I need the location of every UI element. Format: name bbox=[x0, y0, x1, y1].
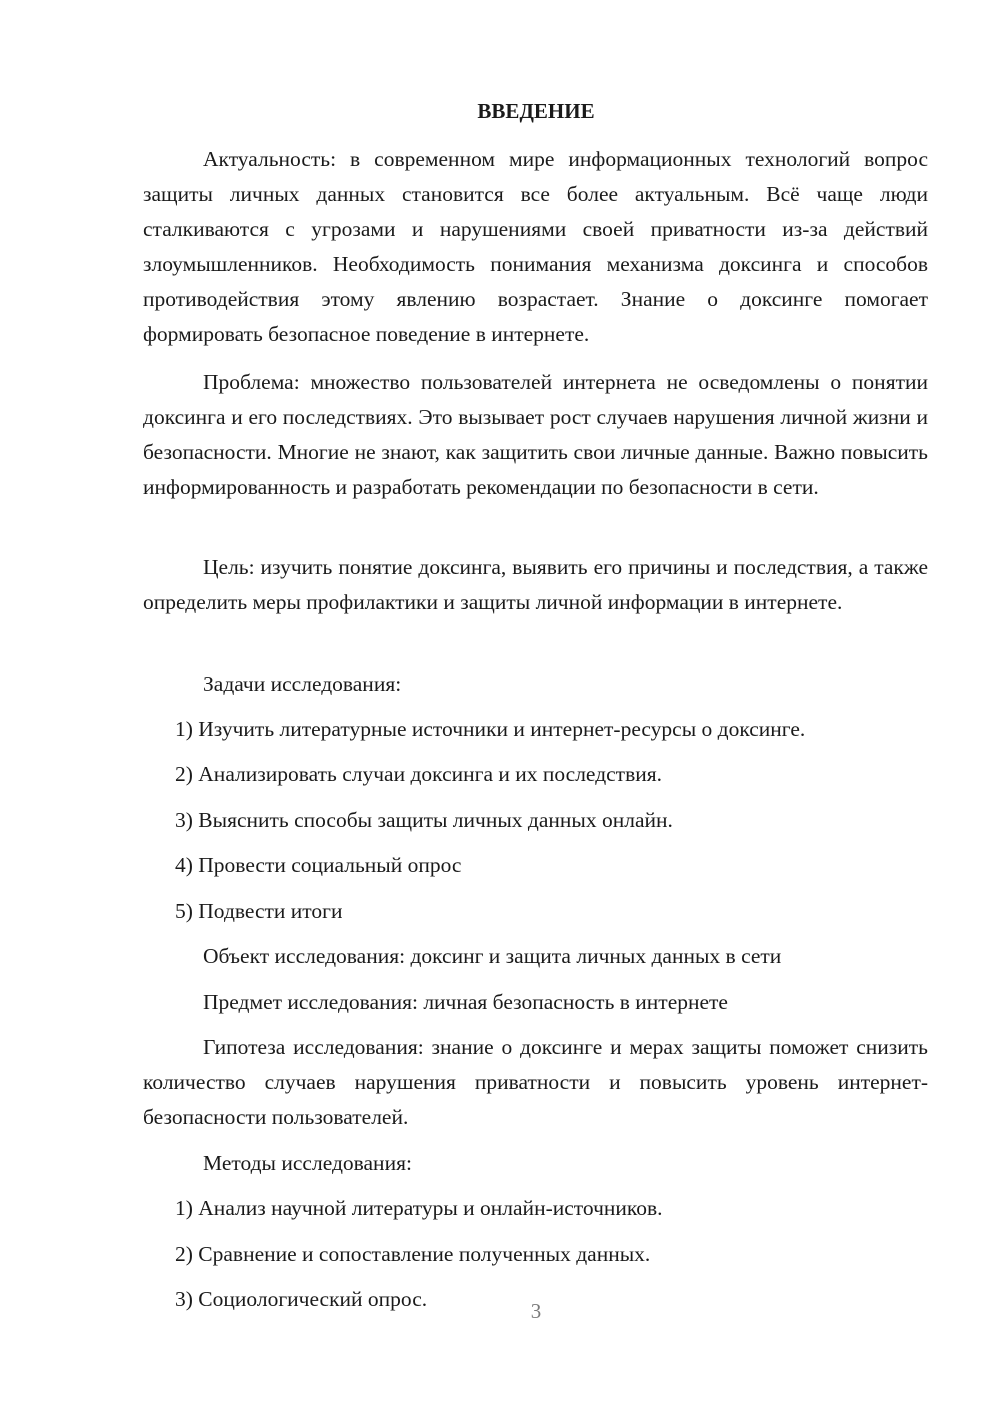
task-item: 1) Изучить литературные источники и интернет-ресурсы о доксинге. bbox=[175, 717, 806, 741]
problem-paragraph: Проблема: множество пользователей интернета не осведомлены о понятии доксинга и его последствиях. Это вызывает рост случаев нарушения личной жизни и безопасности. Многие не знают, как защитить свои личные данные. Важно повысить информированность и разработать рекомендации по безопасности в сети. bbox=[143, 370, 928, 499]
task-item: 5) Подвести итоги bbox=[175, 899, 343, 923]
page-title: ВВЕДЕНИЕ bbox=[477, 99, 595, 123]
relevance-paragraph: Актуальность: в современном мире информационных технологий вопрос защиты личных данных становится все более актуальным. Всё чаще люди сталкиваются с угрозами и нарушениями своей приватности из-за действий злоумышленников. Необходимость понимания механизма доксинга и способов противодействия этому явлению возрастает. Знание о доксинге помогает формировать безопасное поведение в интернете. bbox=[143, 147, 928, 346]
methods-heading: Методы исследования: bbox=[203, 1151, 412, 1175]
research-subject: Предмет исследования: личная безопасность в интернете bbox=[203, 990, 728, 1014]
research-object: Объект исследования: доксинг и защита личных данных в сети bbox=[203, 944, 782, 968]
task-item: 3) Выяснить способы защиты личных данных онлайн. bbox=[175, 808, 673, 832]
task-item: 4) Провести социальный опрос bbox=[175, 853, 462, 877]
method-item: 1) Анализ научной литературы и онлайн-источников. bbox=[175, 1196, 663, 1220]
method-item: 2) Сравнение и сопоставление полученных данных. bbox=[175, 1242, 651, 1266]
task-item: 2) Анализировать случаи доксинга и их последствия. bbox=[175, 762, 662, 786]
page-number: 3 bbox=[530, 1299, 542, 1323]
method-item: 3) Социологический опрос. bbox=[175, 1287, 428, 1311]
goal-paragraph: Цель: изучить понятие доксинга, выявить его причины и последствия, а также определить меры профилактики и защиты личной информации в интернете. bbox=[143, 555, 928, 614]
tasks-heading: Задачи исследования: bbox=[203, 672, 402, 696]
hypothesis-paragraph: Гипотеза исследования: знание о доксинге и мерах защиты поможет снизить количество случаев нарушения приватности и повысить уровень интернет-безопасности пользователей. bbox=[143, 1035, 928, 1129]
